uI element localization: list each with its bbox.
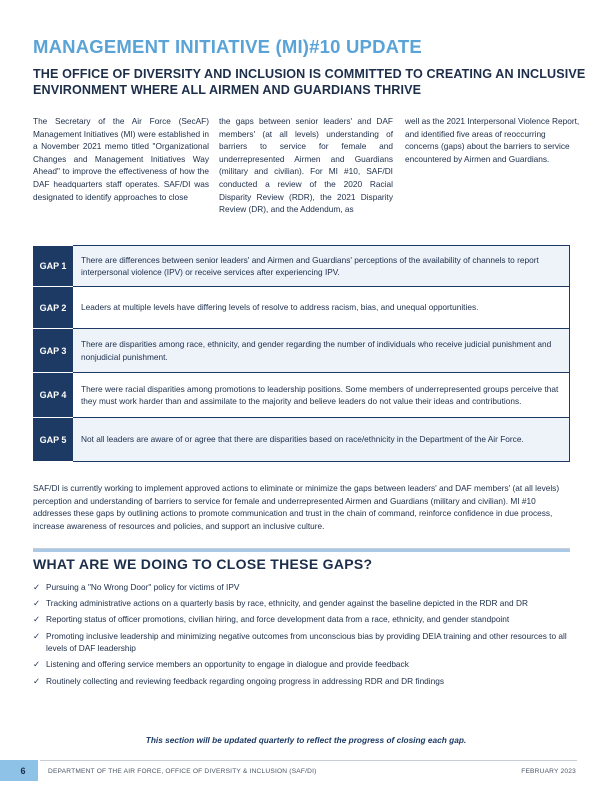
action-text: Pursuing a "No Wrong Door" policy for victims of IPV	[46, 582, 240, 592]
list-item	[33, 675, 573, 688]
gap-label: GAP 3	[33, 329, 73, 373]
page-number: 6	[0, 760, 38, 781]
actions-list	[33, 581, 573, 691]
gap-label: GAP 5	[33, 418, 73, 462]
checkmark-icon: ✓	[33, 582, 41, 592]
page-subtitle: THE OFFICE OF DIVERSITY AND INCLUSION IS COMMITTED TO CREATING AN INCLUSIVE ENVIRONMENT WHERE ALL AIRMEN AND GUARDIANS THRIVE	[33, 67, 586, 97]
list-item	[33, 597, 573, 610]
list-item	[33, 581, 573, 594]
footer-department: DEPARTMENT OF THE AIR FORCE, OFFICE OF DIVERSITY & INCLUSION (SAF/DI)	[48, 768, 317, 775]
gaps-table	[33, 245, 570, 462]
gap-description: There were racial disparities among promotions to leadership positions. Some members of underrepresented groups perceive that they must work harder than and assimilate to the majority and believe leaders do not value their ideas and contributions.	[73, 373, 570, 418]
gap-label: GAP 2	[33, 287, 73, 329]
list-item	[33, 630, 573, 655]
section-accent-bar	[33, 549, 570, 552]
gap-description: Not all leaders are aware of or agree that there are disparities based on race/ethnicity in the Department of the Air Force.	[73, 418, 570, 462]
gap-row	[33, 287, 570, 329]
gap-row	[33, 373, 570, 418]
gap-label: GAP 4	[33, 373, 73, 418]
checkmark-icon: ✓	[33, 614, 41, 625]
checkmark-icon: ✓	[33, 659, 41, 670]
action-text: Tracking administrative actions on a quarterly basis by race, ethnicity, and gender against the baseline depicted in the RDR and DR	[46, 598, 528, 609]
footer-divider	[40, 760, 577, 761]
checkmark-icon: ✓	[33, 630, 41, 641]
gap-description: There are differences between senior leaders' and Airmen and Guardians' perceptions of the availability of channels to report interpersonal violence (IPV) or receive services after experiencing IPV.	[73, 246, 570, 287]
intro-column-2: the gaps between senior leaders' and DAF members' (at all levels) understanding of barriers to service for female and underrepresented Airmen and Guardians (military and civilian). For MI #10, SAF/DI conducted a review of the 2020 Racial Disparity Review (RDR), the 2021 Disparity Review (DR), and the Addendum, as	[219, 116, 393, 215]
gap-description: Leaders at multiple levels have differing levels of resolve to address racism, bias, and unequal opportunities.	[73, 287, 570, 329]
list-item	[33, 658, 573, 671]
gap-row	[33, 418, 570, 462]
checkmark-icon: ✓	[33, 598, 41, 609]
gap-row	[33, 246, 570, 287]
list-item	[33, 613, 573, 626]
action-text: Promoting inclusive leadership and minimizing negative outcomes from unconscious bias by providing DEIA training and other resources to all levels of DAF leadership	[46, 630, 567, 654]
action-text: Routinely collecting and reviewing feedback regarding ongoing progress in addressing RDR and DR findings	[46, 675, 445, 686]
gap-label: GAP 1	[33, 246, 73, 287]
action-text: Reporting status of officer promotions, civilian hiring, and force development data from a race, ethnicity, and gender standpoint	[46, 614, 510, 625]
checkmark-icon: ✓	[33, 675, 41, 686]
action-text: Listening and offering service members an opportunity to engage in dialogue and provide feedback	[46, 659, 409, 670]
section-heading: WHAT ARE WE DOING TO CLOSE THESE GAPS?	[33, 556, 373, 572]
gap-description: There are disparities among race, ethnicity, and gender regarding the number of individuals who receive judicial punishment and nonjudicial punishment.	[73, 329, 570, 373]
page-title: MANAGEMENT INITIATIVE (MI)#10 UPDATE	[33, 36, 422, 57]
footer-date: FEBRUARY 2023	[521, 768, 576, 775]
intro-column-3: well as the 2021 Interpersonal Violence Report, and identified five areas of reoccurring concerns (gaps) about the barriers to service encountered by Airmen and Guardians.	[405, 116, 580, 164]
intro-column-1: The Secretary of the Air Force (SecAF) Management Initiatives (MI) were established in a November 2021 memo titled "Organizational Changes and Management Initiatives Way Ahead" to improve the effectiveness of how the DAF headquarters staff operates. SAF/DI was designated to identify approaches to close	[33, 116, 209, 202]
summary-paragraph: SAF/DI is currently working to implement approved actions to eliminate or minimize the gaps between leaders' and DAF members' (at all levels) perception and understanding of barriers to service for female and underrepresented Airmen and Guardians (military and civilian). MI #10 addresses these gaps by outlining actions to promote communication and trust in the chain of command, reinforce confidence in due process, increase awareness of resources and policies, and support an inclusive culture.	[33, 483, 560, 531]
update-note: This section will be updated quarterly to reflect the progress of closing each gap.	[145, 735, 467, 745]
gap-row	[33, 329, 570, 373]
